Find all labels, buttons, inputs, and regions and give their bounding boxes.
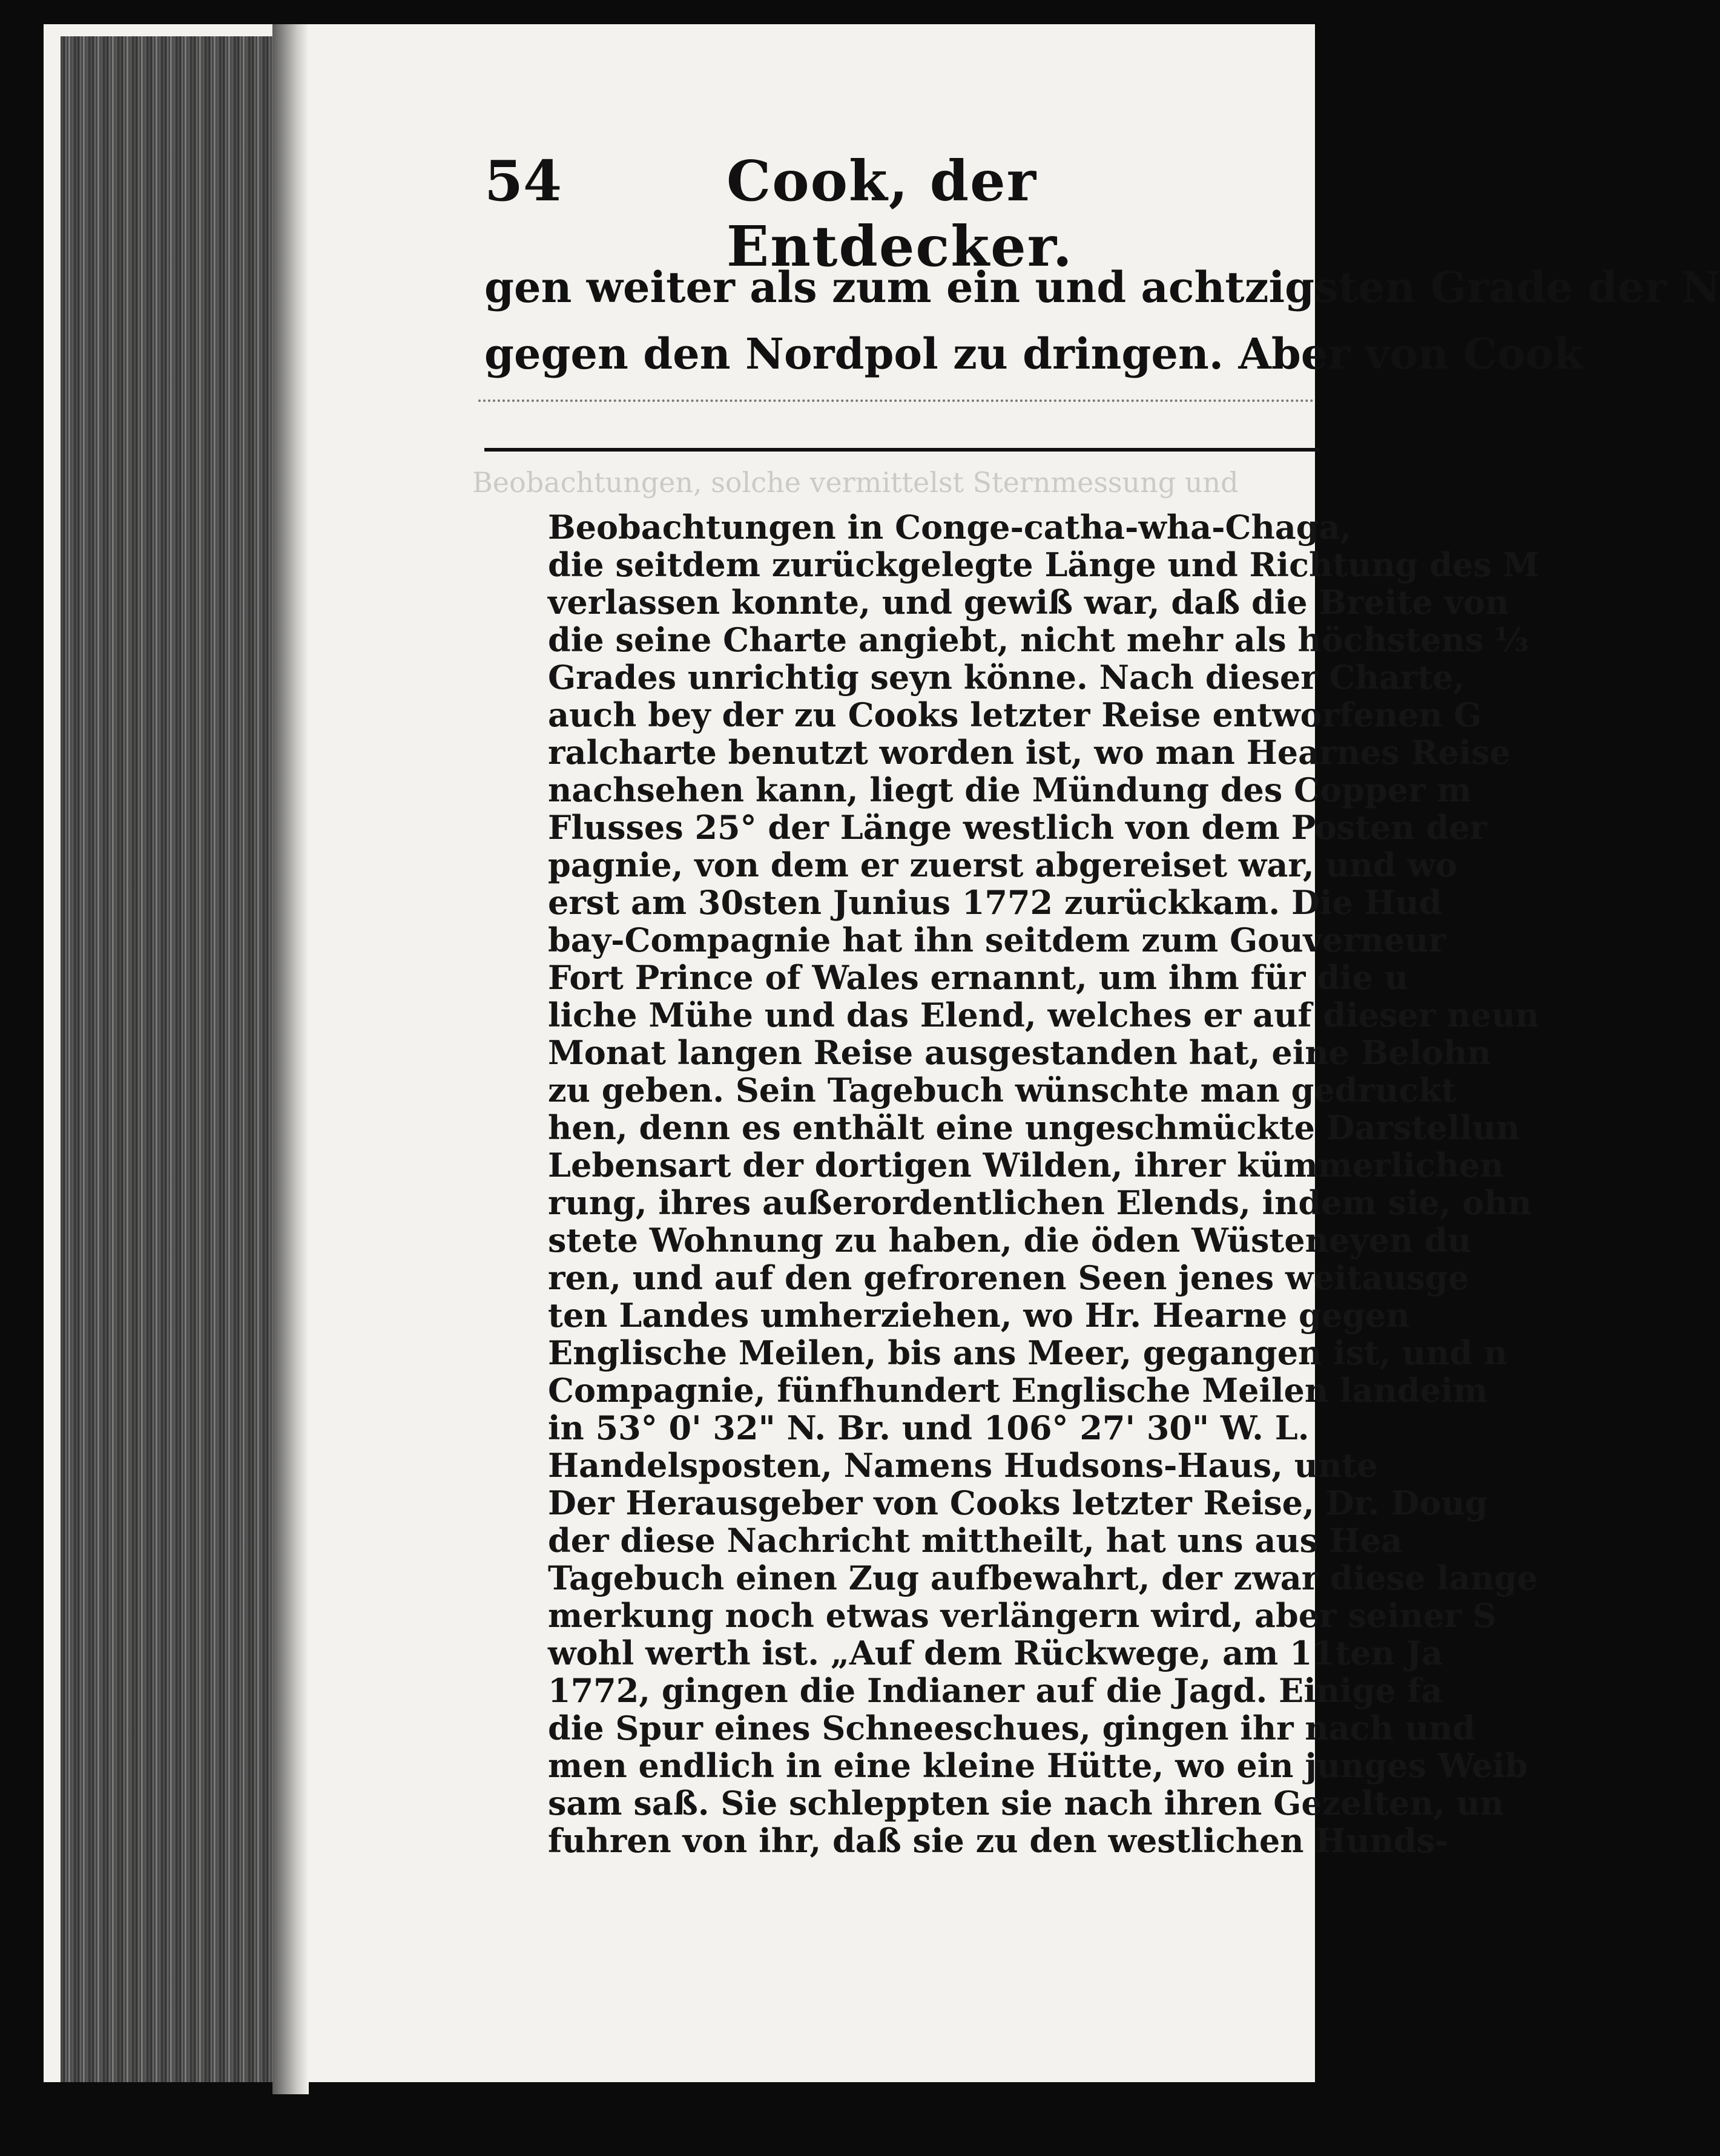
text-line: Lebensart der dortigen Wilden, ihrer kümmerlichen — [548, 1146, 1504, 1185]
text-line: Englische Meilen, bis ans Meer, gegangen ist, und n — [548, 1333, 1507, 1372]
text-line: Flusses 25° der Länge westlich von dem Posten der — [548, 808, 1488, 847]
text-line: rung, ihres außerordentlichen Elends, indem sie, ohn — [548, 1183, 1532, 1222]
continuation-text — [484, 254, 1720, 387]
dotted-separator — [478, 399, 1314, 404]
text-line: Compagnie, fünfhundert Englische Meilen landeim — [548, 1371, 1488, 1410]
footnote-rule — [484, 448, 1320, 452]
text-line: ren, und auf den gefrorenen Seen jenes weitausge — [548, 1258, 1469, 1297]
continuation-line: gegen den Nordpol zu dringen. Aber von Cook — [484, 329, 1583, 379]
page-number: 54 — [484, 148, 562, 214]
text-line: auch bey der zu Cooks letzter Reise entworfenen G — [548, 695, 1482, 734]
text-line: in 53° 0' 32" N. Br. und 106° 27' 30" W. L. — [548, 1408, 1310, 1447]
text-line: die seitdem zurückgelegte Länge und Richtung des M — [548, 545, 1540, 584]
text-line: men endlich in eine kleine Hütte, wo ein junges Weib — [548, 1746, 1528, 1785]
text-line: die seine Charte angiebt, nicht mehr als höchstens ⅓ — [548, 620, 1529, 659]
text-line: hen, denn es enthält eine ungeschmückte Darstellun — [548, 1108, 1520, 1147]
text-line: liche Mühe und das Elend, welches er auf dieser neun — [548, 996, 1540, 1034]
gutter-edge — [272, 24, 309, 2094]
continuation-line: gen weiter als zum ein und achtzigsten Grade der N — [484, 262, 1720, 312]
text-line: sam saß. Sie schleppten sie nach ihren Gezelten, un — [548, 1784, 1504, 1822]
text-line: Grades unrichtig seyn könne. Nach dieser Charte, — [548, 658, 1465, 697]
text-line: wohl werth ist. „Auf dem Rückwege, am 11ten Ja — [548, 1634, 1443, 1672]
text-line: zu geben. Sein Tagebuch wünschte man gedruckt — [548, 1071, 1457, 1109]
text-line: ralcharte benutzt worden ist, wo man Hearnes Reise — [548, 733, 1511, 772]
text-line: die Spur eines Schneeschues, gingen ihr nach und — [548, 1709, 1475, 1747]
page-header — [484, 148, 1271, 279]
text-line: Beobachtungen in Conge-catha-wha-Chaga, — [548, 508, 1352, 547]
text-line: ten Landes umherziehen, wo Hr. Hearne gegen — [548, 1296, 1410, 1335]
text-line: stete Wohnung zu haben, die öden Wüsteneyen du — [548, 1221, 1472, 1260]
text-line: bay-Compagnie hat ihn seitdem zum Gouverneur — [548, 921, 1446, 959]
text-line: 1772, gingen die Indianer auf die Jagd. Einige fa — [548, 1671, 1443, 1710]
text-line: nachsehen kann, liegt die Mündung des Copper m — [548, 771, 1472, 809]
footnote-text — [548, 508, 1540, 1860]
bleed-through-text: Beobachtungen, solche vermittelst Sternmessung und — [472, 466, 1239, 499]
running-title: Cook, der Entdecker. — [727, 148, 1073, 279]
text-line: verlassen konnte, und gewiß war, daß die Breite von — [548, 583, 1509, 622]
text-line: erst am 30sten Junius 1772 zurückkam. Die Hud — [548, 883, 1442, 922]
text-line: Fort Prince of Wales ernannt, um ihm für die u — [548, 958, 1408, 997]
text-line: Monat langen Reise ausgestanden hat, eine Belohn — [548, 1033, 1491, 1072]
text-line: pagnie, von dem er zuerst abgereiset war, und wo — [548, 846, 1458, 884]
text-line: fuhren von ihr, daß sie zu den westlichen Hunds- — [548, 1821, 1449, 1860]
text-line: merkung noch etwas verlängern wird, aber seiner S — [548, 1596, 1497, 1635]
text-line: Handelsposten, Namens Hudsons-Haus, unte — [548, 1446, 1378, 1485]
book-gutter — [61, 36, 272, 2082]
text-line: Tagebuch einen Zug aufbewahrt, der zwar diese lange — [548, 1559, 1538, 1597]
text-line: der diese Nachricht mittheilt, hat uns aus Hea — [548, 1521, 1403, 1560]
text-line: Der Herausgeber von Cooks letzter Reise, Dr. Doug — [548, 1484, 1488, 1522]
